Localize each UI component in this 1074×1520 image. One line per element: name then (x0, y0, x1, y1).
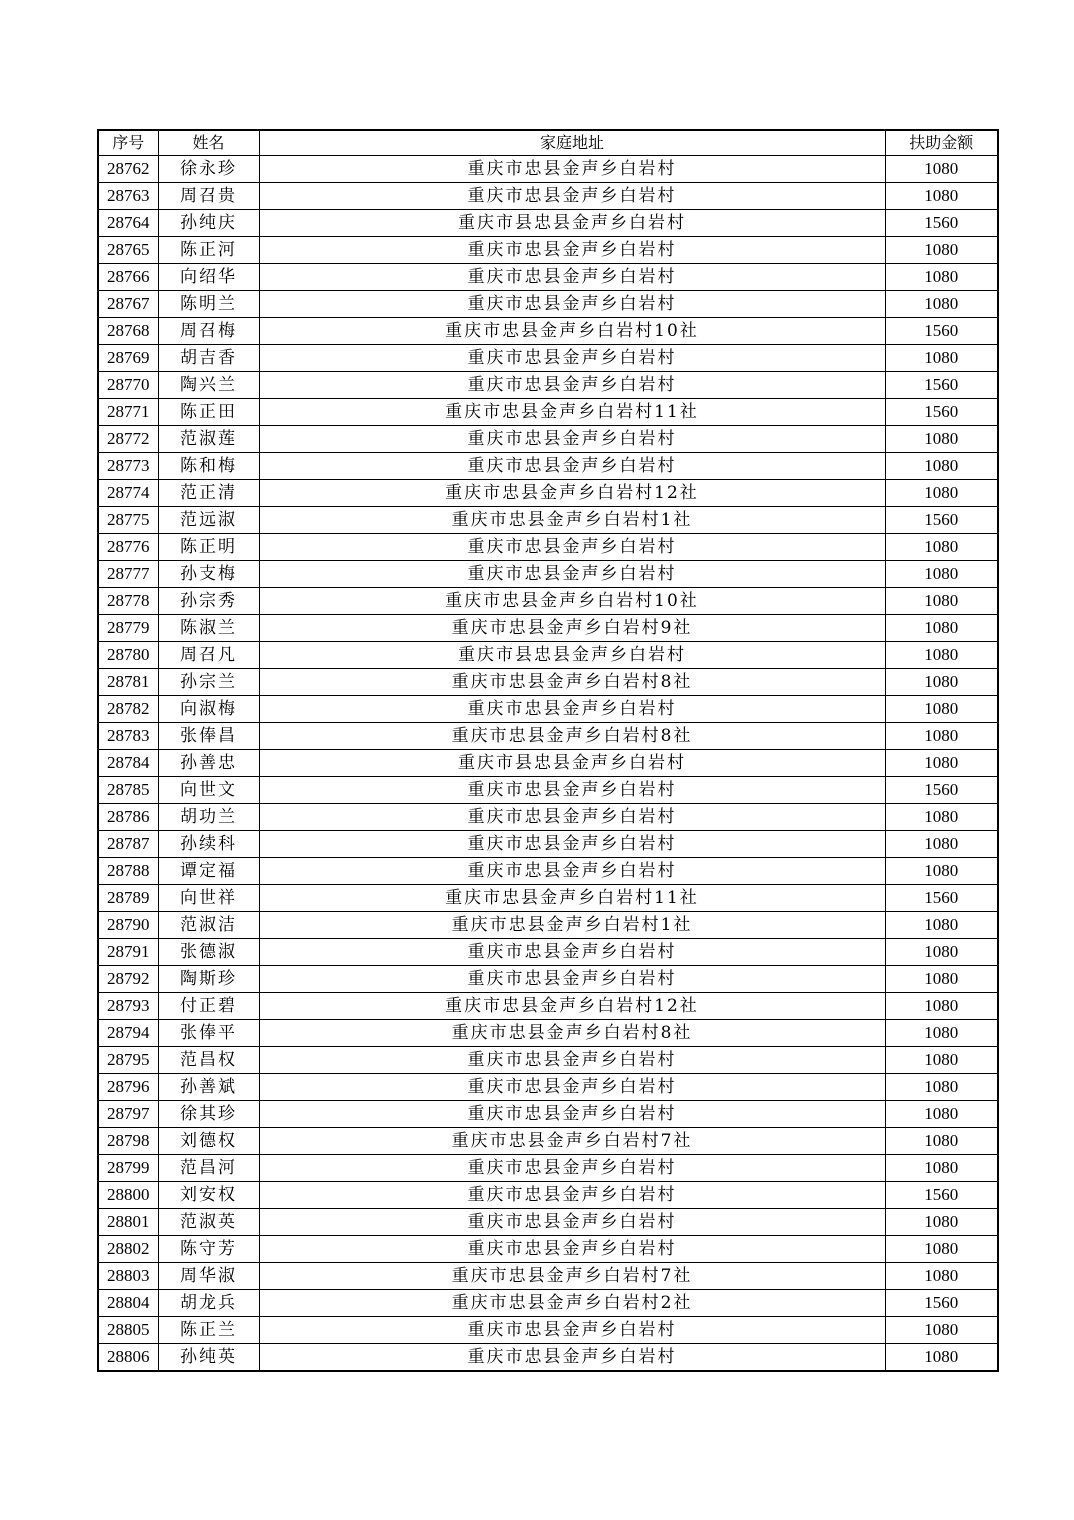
table-row (98, 480, 998, 507)
cell-address: 重庆市忠县金声乡白岩村 (259, 1236, 885, 1263)
table-row (98, 588, 998, 615)
cell-address: 重庆市忠县金声乡白岩村12社 (259, 480, 885, 507)
cell-no: 28788 (98, 858, 158, 885)
cell-name: 周召梅 (158, 318, 259, 345)
cell-no: 28765 (98, 237, 158, 264)
cell-amount: 1080 (885, 993, 998, 1020)
cell-address: 重庆市忠县金声乡白岩村8社 (259, 1020, 885, 1047)
table-row (98, 804, 998, 831)
cell-address: 重庆市忠县金声乡白岩村 (259, 1209, 885, 1236)
table-row (98, 1209, 998, 1236)
table-row (98, 264, 998, 291)
cell-amount: 1080 (885, 1047, 998, 1074)
cell-address: 重庆市忠县金声乡白岩村 (259, 264, 885, 291)
cell-amount: 1080 (885, 912, 998, 939)
cell-address: 重庆市忠县金声乡白岩村11社 (259, 399, 885, 426)
table-row (98, 1101, 998, 1128)
table-row (98, 1155, 998, 1182)
cell-amount: 1080 (885, 1155, 998, 1182)
table-row (98, 183, 998, 210)
cell-no: 28792 (98, 966, 158, 993)
cell-amount: 1080 (885, 669, 998, 696)
cell-name: 孙纯庆 (158, 210, 259, 237)
cell-address: 重庆市忠县金声乡白岩村 (259, 804, 885, 831)
cell-address: 重庆市忠县金声乡白岩村 (259, 696, 885, 723)
cell-address: 重庆市忠县金声乡白岩村10社 (259, 318, 885, 345)
cell-no: 28789 (98, 885, 158, 912)
cell-amount: 1560 (885, 1182, 998, 1209)
cell-name: 向绍华 (158, 264, 259, 291)
cell-no: 28796 (98, 1074, 158, 1101)
cell-address: 重庆市忠县金声乡白岩村 (259, 1074, 885, 1101)
cell-address: 重庆市忠县金声乡白岩村 (259, 1182, 885, 1209)
table-row (98, 1020, 998, 1047)
cell-amount: 1080 (885, 723, 998, 750)
cell-no: 28762 (98, 156, 158, 183)
cell-name: 向淑梅 (158, 696, 259, 723)
cell-amount: 1560 (885, 210, 998, 237)
table-row (98, 1344, 998, 1372)
table-row (98, 534, 998, 561)
cell-amount: 1080 (885, 480, 998, 507)
cell-name: 孙善斌 (158, 1074, 259, 1101)
cell-name: 刘安权 (158, 1182, 259, 1209)
table-row (98, 372, 998, 399)
cell-name: 张德淑 (158, 939, 259, 966)
cell-name: 孙宗兰 (158, 669, 259, 696)
cell-name: 范昌权 (158, 1047, 259, 1074)
cell-name: 范远淑 (158, 507, 259, 534)
cell-amount: 1080 (885, 156, 998, 183)
cell-no: 28799 (98, 1155, 158, 1182)
table-row (98, 237, 998, 264)
table-row (98, 669, 998, 696)
cell-name: 陈和梅 (158, 453, 259, 480)
cell-name: 胡功兰 (158, 804, 259, 831)
cell-name: 陈明兰 (158, 291, 259, 318)
cell-no: 28772 (98, 426, 158, 453)
cell-address: 重庆市忠县金声乡白岩村 (259, 831, 885, 858)
cell-address: 重庆市忠县金声乡白岩村 (259, 1317, 885, 1344)
cell-no: 28784 (98, 750, 158, 777)
cell-name: 胡吉香 (158, 345, 259, 372)
cell-no: 28783 (98, 723, 158, 750)
table-row (98, 993, 998, 1020)
cell-address: 重庆市忠县金声乡白岩村 (259, 372, 885, 399)
table-row (98, 1074, 998, 1101)
cell-name: 胡龙兵 (158, 1290, 259, 1317)
table-row (98, 912, 998, 939)
table-row (98, 291, 998, 318)
cell-amount: 1080 (885, 831, 998, 858)
cell-amount: 1080 (885, 1236, 998, 1263)
cell-address: 重庆市忠县金声乡白岩村8社 (259, 669, 885, 696)
cell-name: 孙宗秀 (158, 588, 259, 615)
cell-address: 重庆市忠县金声乡白岩村 (259, 939, 885, 966)
cell-amount: 1080 (885, 264, 998, 291)
cell-address: 重庆市忠县金声乡白岩村10社 (259, 588, 885, 615)
header-name: 姓名 (158, 130, 259, 156)
cell-name: 谭定福 (158, 858, 259, 885)
cell-amount: 1560 (885, 507, 998, 534)
cell-name: 向世文 (158, 777, 259, 804)
cell-address: 重庆市忠县金声乡白岩村 (259, 156, 885, 183)
cell-no: 28803 (98, 1263, 158, 1290)
cell-name: 张俸昌 (158, 723, 259, 750)
table-row (98, 723, 998, 750)
cell-name: 范昌河 (158, 1155, 259, 1182)
cell-no: 28795 (98, 1047, 158, 1074)
cell-address: 重庆市忠县金声乡白岩村 (259, 1101, 885, 1128)
cell-name: 孙纯英 (158, 1344, 259, 1372)
table-row (98, 966, 998, 993)
cell-no: 28786 (98, 804, 158, 831)
cell-amount: 1080 (885, 696, 998, 723)
cell-amount: 1080 (885, 1074, 998, 1101)
cell-no: 28793 (98, 993, 158, 1020)
cell-amount: 1080 (885, 534, 998, 561)
cell-address: 重庆市忠县金声乡白岩村9社 (259, 615, 885, 642)
table-row (98, 939, 998, 966)
table-row (98, 318, 998, 345)
table-row (98, 1290, 998, 1317)
cell-amount: 1560 (885, 885, 998, 912)
header-amount: 扶助金额 (885, 130, 998, 156)
cell-amount: 1080 (885, 750, 998, 777)
table-row (98, 1263, 998, 1290)
cell-no: 28767 (98, 291, 158, 318)
table-row (98, 1182, 998, 1209)
table-row (98, 1128, 998, 1155)
table-row (98, 696, 998, 723)
table-row (98, 885, 998, 912)
cell-amount: 1080 (885, 291, 998, 318)
table-row (98, 1236, 998, 1263)
table-row (98, 750, 998, 777)
table-row (98, 1047, 998, 1074)
cell-address: 重庆市忠县金声乡白岩村 (259, 777, 885, 804)
cell-no: 28769 (98, 345, 158, 372)
cell-no: 28771 (98, 399, 158, 426)
table-row (98, 426, 998, 453)
table-header (98, 130, 998, 156)
table-row (98, 156, 998, 183)
cell-amount: 1080 (885, 1101, 998, 1128)
cell-no: 28774 (98, 480, 158, 507)
cell-no: 28800 (98, 1182, 158, 1209)
cell-amount: 1080 (885, 345, 998, 372)
cell-name: 陈正兰 (158, 1317, 259, 1344)
cell-address: 重庆市忠县金声乡白岩村 (259, 237, 885, 264)
table-row (98, 1317, 998, 1344)
cell-address: 重庆市忠县金声乡白岩村 (259, 453, 885, 480)
cell-no: 28806 (98, 1344, 158, 1372)
subsidy-table (97, 129, 999, 1372)
cell-no: 28770 (98, 372, 158, 399)
cell-address: 重庆市忠县金声乡白岩村11社 (259, 885, 885, 912)
cell-name: 周召凡 (158, 642, 259, 669)
cell-amount: 1080 (885, 237, 998, 264)
cell-address: 重庆市忠县金声乡白岩村 (259, 1344, 885, 1372)
cell-name: 范淑洁 (158, 912, 259, 939)
cell-name: 周召贵 (158, 183, 259, 210)
cell-no: 28764 (98, 210, 158, 237)
cell-address: 重庆市忠县金声乡白岩村8社 (259, 723, 885, 750)
table-row (98, 561, 998, 588)
cell-amount: 1080 (885, 588, 998, 615)
cell-address: 重庆市忠县金声乡白岩村 (259, 534, 885, 561)
cell-no: 28805 (98, 1317, 158, 1344)
cell-name: 孙善忠 (158, 750, 259, 777)
cell-amount: 1080 (885, 615, 998, 642)
cell-no: 28773 (98, 453, 158, 480)
table-row (98, 858, 998, 885)
cell-name: 孙续科 (158, 831, 259, 858)
cell-name: 陶斯珍 (158, 966, 259, 993)
table-row (98, 642, 998, 669)
table-row (98, 831, 998, 858)
cell-no: 28782 (98, 696, 158, 723)
cell-no: 28779 (98, 615, 158, 642)
cell-address: 重庆市忠县金声乡白岩村 (259, 858, 885, 885)
cell-amount: 1560 (885, 399, 998, 426)
cell-name: 周华淑 (158, 1263, 259, 1290)
header-row (98, 130, 998, 156)
cell-address: 重庆市忠县金声乡白岩村 (259, 966, 885, 993)
cell-no: 28790 (98, 912, 158, 939)
cell-name: 孙支梅 (158, 561, 259, 588)
table-body (98, 156, 998, 1372)
cell-no: 28791 (98, 939, 158, 966)
cell-amount: 1080 (885, 642, 998, 669)
cell-name: 范淑英 (158, 1209, 259, 1236)
table-row (98, 615, 998, 642)
cell-no: 28780 (98, 642, 158, 669)
cell-amount: 1080 (885, 804, 998, 831)
cell-address: 重庆市忠县金声乡白岩村7社 (259, 1128, 885, 1155)
cell-address: 重庆市忠县金声乡白岩村7社 (259, 1263, 885, 1290)
cell-amount: 1080 (885, 1128, 998, 1155)
cell-name: 向世祥 (158, 885, 259, 912)
cell-address: 重庆市忠县金声乡白岩村12社 (259, 993, 885, 1020)
cell-address: 重庆市忠县金声乡白岩村 (259, 426, 885, 453)
cell-name: 张俸平 (158, 1020, 259, 1047)
cell-amount: 1560 (885, 318, 998, 345)
cell-name: 陈守芳 (158, 1236, 259, 1263)
cell-amount: 1080 (885, 1020, 998, 1047)
cell-amount: 1080 (885, 1209, 998, 1236)
cell-amount: 1080 (885, 858, 998, 885)
cell-no: 28776 (98, 534, 158, 561)
cell-name: 徐其珍 (158, 1101, 259, 1128)
cell-address: 重庆市忠县金声乡白岩村 (259, 291, 885, 318)
cell-address: 重庆市忠县金声乡白岩村 (259, 1155, 885, 1182)
cell-amount: 1080 (885, 1317, 998, 1344)
table-row (98, 507, 998, 534)
cell-address: 重庆市忠县金声乡白岩村2社 (259, 1290, 885, 1317)
table-row (98, 345, 998, 372)
cell-no: 28801 (98, 1209, 158, 1236)
cell-amount: 1080 (885, 1263, 998, 1290)
cell-address: 重庆市忠县金声乡白岩村 (259, 561, 885, 588)
cell-name: 陶兴兰 (158, 372, 259, 399)
cell-amount: 1560 (885, 777, 998, 804)
cell-no: 28781 (98, 669, 158, 696)
cell-no: 28778 (98, 588, 158, 615)
cell-amount: 1080 (885, 183, 998, 210)
header-no: 序号 (98, 130, 158, 156)
cell-no: 28802 (98, 1236, 158, 1263)
cell-no: 28804 (98, 1290, 158, 1317)
cell-name: 陈正田 (158, 399, 259, 426)
cell-no: 28797 (98, 1101, 158, 1128)
cell-address: 重庆市忠县金声乡白岩村1社 (259, 912, 885, 939)
cell-address: 重庆市县忠县金声乡白岩村 (259, 210, 885, 237)
cell-name: 徐永珍 (158, 156, 259, 183)
cell-amount: 1560 (885, 1290, 998, 1317)
cell-no: 28768 (98, 318, 158, 345)
table-row (98, 777, 998, 804)
cell-no: 28777 (98, 561, 158, 588)
cell-no: 28766 (98, 264, 158, 291)
cell-address: 重庆市忠县金声乡白岩村 (259, 1047, 885, 1074)
cell-amount: 1080 (885, 453, 998, 480)
cell-address: 重庆市忠县金声乡白岩村1社 (259, 507, 885, 534)
cell-no: 28785 (98, 777, 158, 804)
cell-name: 范淑莲 (158, 426, 259, 453)
cell-amount: 1080 (885, 426, 998, 453)
table-row (98, 453, 998, 480)
cell-amount: 1080 (885, 966, 998, 993)
cell-amount: 1560 (885, 372, 998, 399)
cell-no: 28775 (98, 507, 158, 534)
cell-name: 付正碧 (158, 993, 259, 1020)
cell-amount: 1080 (885, 561, 998, 588)
header-address: 家庭地址 (259, 130, 885, 156)
cell-name: 陈淑兰 (158, 615, 259, 642)
cell-amount: 1080 (885, 939, 998, 966)
table-row (98, 210, 998, 237)
cell-address: 重庆市忠县金声乡白岩村 (259, 345, 885, 372)
cell-name: 陈正明 (158, 534, 259, 561)
cell-no: 28798 (98, 1128, 158, 1155)
cell-no: 28763 (98, 183, 158, 210)
cell-address: 重庆市忠县金声乡白岩村 (259, 183, 885, 210)
cell-no: 28794 (98, 1020, 158, 1047)
cell-address: 重庆市县忠县金声乡白岩村 (259, 750, 885, 777)
table-row (98, 399, 998, 426)
cell-name: 范正清 (158, 480, 259, 507)
cell-no: 28787 (98, 831, 158, 858)
cell-name: 陈正河 (158, 237, 259, 264)
cell-amount: 1080 (885, 1344, 998, 1372)
cell-name: 刘德权 (158, 1128, 259, 1155)
cell-address: 重庆市县忠县金声乡白岩村 (259, 642, 885, 669)
